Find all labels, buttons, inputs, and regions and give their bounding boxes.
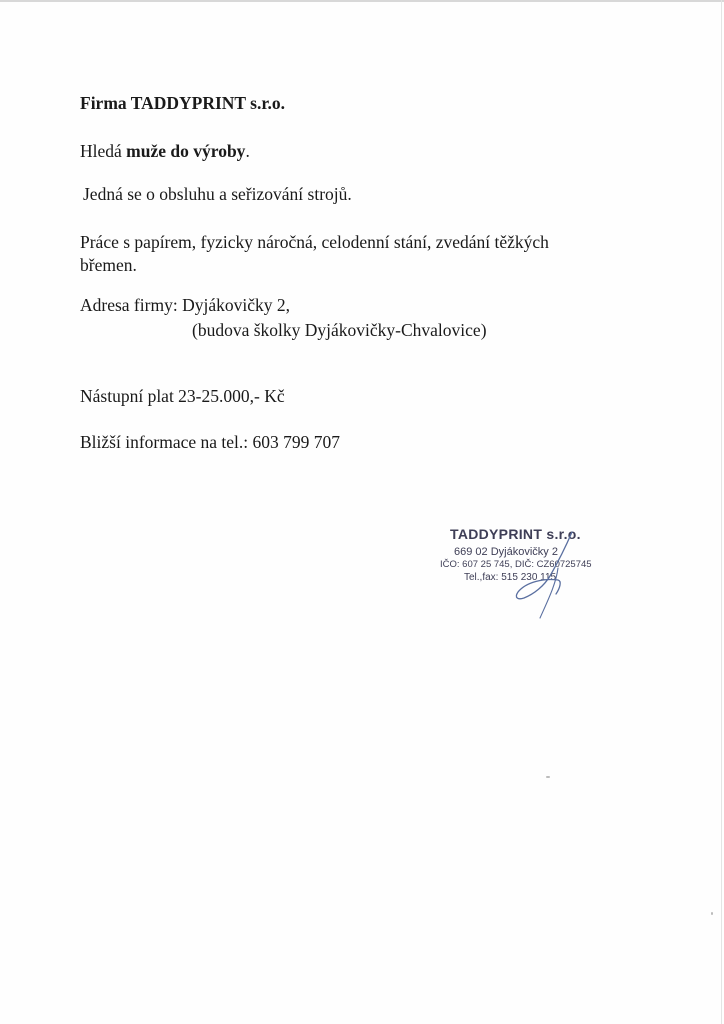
- seeking-prefix: Hledá: [80, 141, 127, 161]
- work-conditions-line-2: břemen.: [80, 255, 137, 275]
- scan-edge-right: [721, 0, 722, 1024]
- stamp-tel: Tel.,fax: 515 230 115: [464, 572, 557, 583]
- contact-line: Bližší informace na tel.: 603 799 707: [80, 432, 341, 452]
- stamp-company: TADDYPRINT s.r.o.: [450, 526, 581, 542]
- seeking-position: muže do výroby: [126, 141, 246, 161]
- signature-icon: [500, 528, 590, 628]
- address-street: Dyjákovičky 2,: [182, 295, 290, 315]
- address-line: [80, 294, 290, 316]
- address-note: (budova školky Dyjákovičky-Chvalovice): [192, 320, 487, 340]
- title-suffix: s.r.o.: [245, 93, 286, 113]
- title-prefix: Firma: [80, 93, 131, 113]
- stamp-address: 669 02 Dyjákovičky 2: [454, 546, 558, 558]
- address-label: Adresa firmy:: [80, 295, 178, 315]
- salary-line: Nástupní plat 23-25.000,- Kč: [80, 386, 285, 406]
- title-company: TADDYPRINT: [130, 93, 246, 113]
- seeking-line: [80, 140, 250, 162]
- scan-speck: [711, 912, 713, 915]
- job-description: Jedná se o obsluhu a seřizování strojů.: [83, 184, 352, 204]
- scan-speck: [546, 776, 550, 778]
- work-conditions-line-1: Práce s papírem, fyzicky náročná, celodenní stání, zvedání těžkých: [80, 232, 549, 252]
- company-title: [80, 92, 285, 114]
- seeking-suffix: .: [245, 141, 250, 161]
- scan-edge-top: [0, 0, 724, 2]
- stamp-ids: IČO: 607 25 745, DIČ: CZ60725745: [440, 559, 592, 570]
